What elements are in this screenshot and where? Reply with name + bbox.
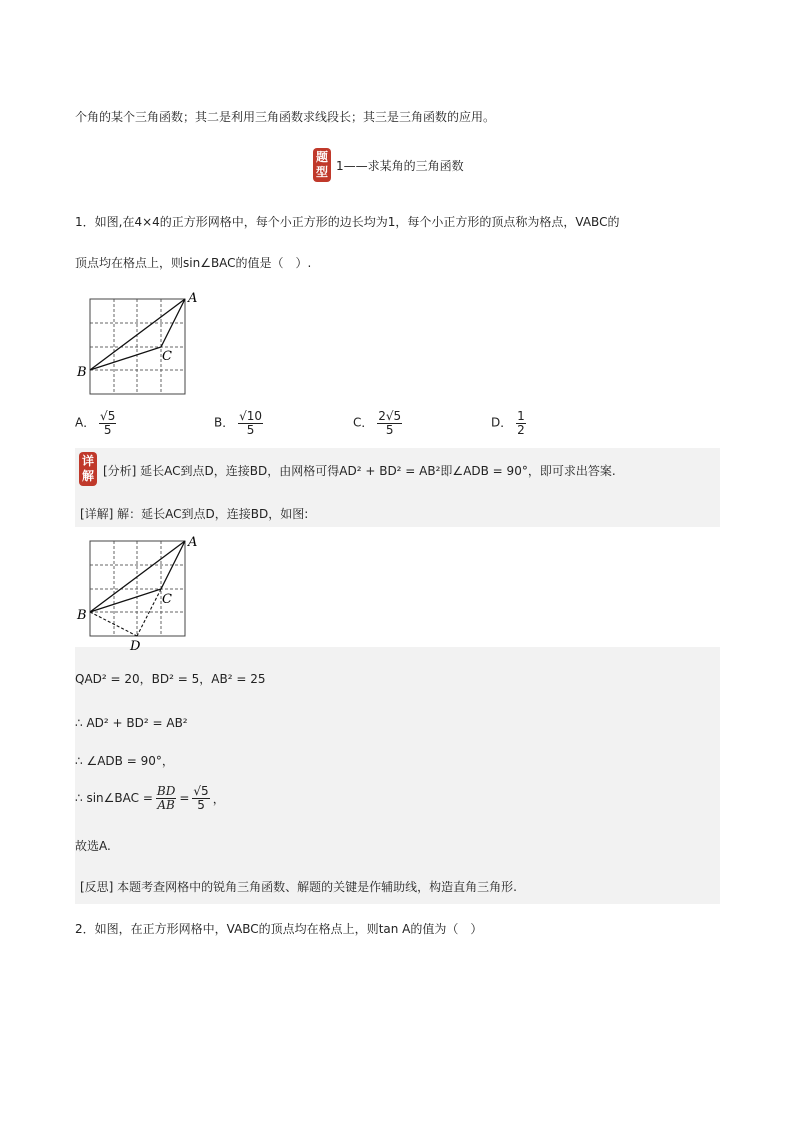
detail-text: [详解] 解：延长AC到点D，连接BD，如图: [80,507,309,521]
grid-lines-2 [90,541,185,636]
analysis-text: [分析] 延长AC到点D，连接BD，由网格可得AD² + BD² = AB²即∠ADB = 90°，即可求出答案. [103,464,616,478]
q2-text: 2．如图，在正方形网格中，VABC的顶点均在格点上，则tan A的值为（ ） [75,922,483,936]
option-a[interactable]: A． $\frac{√5}{5}$ [75,409,116,437]
label-c: C [162,349,172,364]
label-b-2: B [77,608,87,623]
step4: ∴ sin∠BAC = $\frac{BD}{AB}$ = $\frac{√5}{5}$ ， [75,784,225,812]
label-a-2: A [188,535,198,550]
option-c[interactable]: C． $\frac{2√5}{5}$ [353,409,402,437]
solution-grid-figure [74,532,204,654]
grid-lines [90,299,185,394]
label-b: B [77,365,87,380]
label-a: A [188,291,198,306]
q1-line2: 顶点均在格点上，则sin∠BAC的值是（ ）. [75,256,312,270]
section-title: 1——求某角的三角函数 [336,158,464,173]
intro-text: 个角的某个三角函数；其二是利用三角函数求线段长；其三是三角函数的应用。 [75,110,496,124]
section-seal: 题 型 [313,148,331,182]
label-c-2: C [162,592,172,607]
option-d[interactable]: D． $\frac{1}{2}$ [491,409,525,437]
step1: QAD² = 20，BD² = 5，AB² = 25 [75,672,266,686]
answer-text: 故选A. [75,839,111,853]
section-heading [313,148,464,182]
step3: ∴ ∠ADB = 90°， [75,754,174,768]
q1-line1: 1．如图,在4×4的正方形网格中，每个小正方形的边长均为1，每个小正方形的顶点称为格点，VABC的 [75,215,620,229]
option-b[interactable]: B． $\frac{√10}{5}$ [214,409,262,437]
label-d-2: D [130,639,141,654]
step2: ∴ AD² + BD² = AB² [75,716,188,730]
q1-grid-figure [74,290,204,400]
reflection-text: [反思] 本题考查网格中的锐角三角函数、解题的关键是作辅助线，构造直角三角形. [80,880,517,894]
solution-seal: 详 解 [79,452,97,486]
